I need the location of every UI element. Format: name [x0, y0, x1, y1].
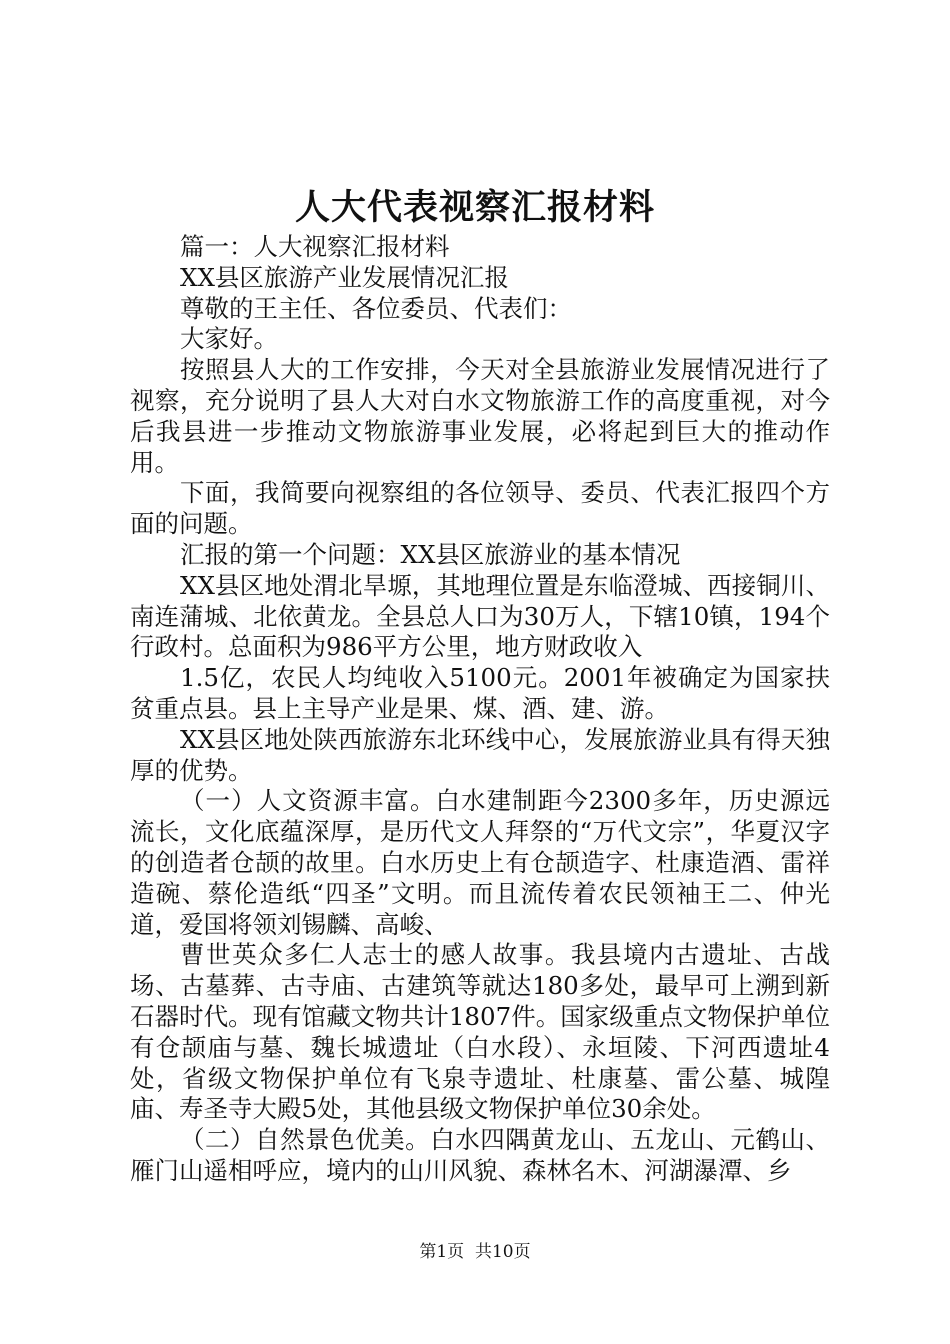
- paragraph-heritage-sites: 曹世英众多仁人志士的感人故事。我县境内古遗址、古战场、古墓葬、古寺庙、古建筑等就达180多处，最早可上溯到新石器时代。现有馆藏文物共计1807件。国家级重点文物保护单位有仓颉庙与墓、魏长城遗址（白水段）、永垣陵、下河西遗址4处，省级文物保护单位有飞泉寺遗址、杜康墓、雷公墓、城隍庙、寿圣寺大殿5处，其他县级文物保护单位30余处。: [130, 940, 830, 1124]
- paragraph-report-title: XX县区旅游产业发展情况汇报: [180, 262, 509, 292]
- paragraph-outline: 下面，我简要向视察组的各位领导、委员、代表汇报四个方面的问题。: [130, 478, 830, 539]
- page-number: 第1页 共10页: [419, 1242, 531, 1262]
- paragraph-salutation: 尊敬的王主任、各位委员、代表们：: [180, 293, 572, 323]
- paragraph-first-issue: 汇报的第一个问题：XX县区旅游业的基本情况: [180, 539, 681, 569]
- paragraph-advantage: XX县区地处陕西旅游东北环线中心，发展旅游业具有得天独厚的优势。: [130, 724, 830, 785]
- paragraph-section-heading: 篇一：人大视察汇报材料: [180, 232, 450, 261]
- paragraph-economy: 1.5亿，农民人均纯收入5100元。2001年被确定为国家扶贫重点县。县上主导产业是果、煤、酒、建、游。: [130, 663, 830, 723]
- document-title: 人大代表视察汇报材料: [294, 187, 655, 228]
- document-body: [130, 232, 830, 1187]
- paragraph-cultural-resources: （一）人文资源丰富。白水建制距今2300多年，历史源远流长，文化底蕴深厚，是历代文人拜祭的“万代文宗”，华夏汉字的创造者仓颉的故里。白水历史上有仓颉造字、杜康造酒、雷祥造碗、蔡伦造纸“四圣”文明。而且流传着农民领袖王二、仲光道，爱国将领刘锡麟、高峻、: [130, 786, 830, 939]
- paragraph-greeting: 大家好。: [180, 324, 278, 354]
- page-footer: [0, 1240, 950, 1264]
- paragraph-geography: XX县区地处渭北旱塬，其地理位置是东临澄城、西接铜川、南连蒲城、北依黄龙。全县总人口为30万人，下辖10镇，194个行政村。总面积为986平方公里，地方财政收入: [130, 570, 830, 662]
- paragraph-intro: 按照县人大的工作安排，今天对全县旅游业发展情况进行了视察，充分说明了县人大对白水文物旅游工作的高度重视，对今后我县进一步推动文物旅游事业发展，必将起到巨大的推动作用。: [130, 355, 830, 477]
- paragraph-natural-scenery: （二）自然景色优美。白水四隅黄龙山、五龙山、元鹤山、雁门山遥相呼应，境内的山川风貌、森林名木、河湖瀑潭、乡: [130, 1125, 830, 1185]
